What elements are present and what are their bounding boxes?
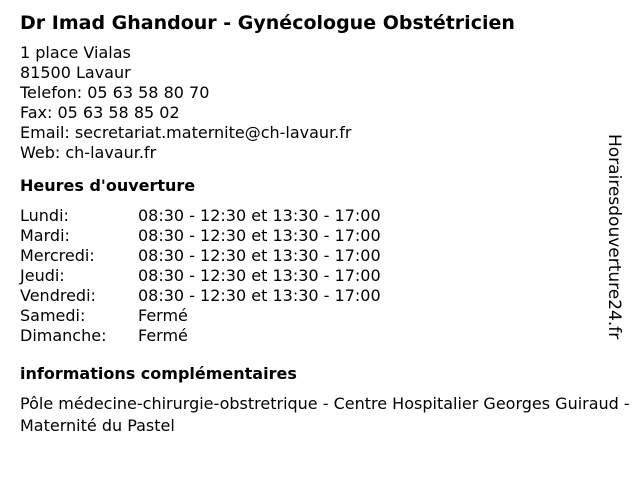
- hours-time-value: 08:30 - 12:30 et 13:30 - 17:00: [138, 286, 381, 305]
- hours-day-label: Mercredi:: [20, 246, 95, 265]
- hours-time-value: Fermé: [138, 306, 188, 325]
- hours-day-label: Mardi:: [20, 226, 70, 245]
- email-line: Email: secretariat.maternite@ch-lavaur.fr: [20, 123, 352, 142]
- hours-time-value: 08:30 - 12:30 et 13:30 - 17:00: [138, 226, 381, 245]
- opening-hours-list: [20, 206, 632, 346]
- hours-time-value: Fermé: [138, 326, 188, 345]
- hours-day-label: Dimanche:: [20, 326, 107, 345]
- hours-day-label: Samedi:: [20, 306, 86, 325]
- hours-row-thursday: [20, 266, 632, 286]
- phone-line: Telefon: 05 63 58 80 70: [20, 83, 210, 102]
- hours-day-label: Vendredi:: [20, 286, 96, 305]
- site-watermark: Horairesdouverture24.fr: [604, 134, 624, 340]
- opening-hours-heading: Heures d'ouverture: [20, 176, 196, 195]
- hours-row-friday: [20, 286, 632, 306]
- web-line: Web: ch-lavaur.fr: [20, 143, 157, 162]
- page-title: Dr Imad Ghandour - Gynécologue Obstétricien: [20, 12, 515, 34]
- hours-day-label: Lundi:: [20, 206, 69, 225]
- hours-time-value: 08:30 - 12:30 et 13:30 - 17:00: [138, 246, 381, 265]
- hours-row-monday: [20, 206, 632, 226]
- listing-card: [20, 11, 632, 437]
- address-city: 81500 Lavaur: [20, 63, 131, 82]
- fax-line: Fax: 05 63 58 85 02: [20, 103, 180, 122]
- hours-time-value: 08:30 - 12:30 et 13:30 - 17:00: [138, 266, 381, 285]
- hours-row-wednesday: [20, 246, 632, 266]
- hours-row-sunday: [20, 326, 632, 346]
- additional-info-text: Pôle médecine-chirurgie-obstretrique - Centre Hospitalier Georges Guiraud - Maternité du Pastel: [20, 394, 630, 435]
- additional-info-heading: informations complémentaires: [20, 364, 297, 383]
- hours-row-saturday: [20, 306, 632, 326]
- address-street: 1 place Vialas: [20, 43, 131, 62]
- hours-day-label: Jeudi:: [20, 266, 65, 285]
- hours-time-value: 08:30 - 12:30 et 13:30 - 17:00: [138, 206, 381, 225]
- hours-row-tuesday: [20, 226, 632, 246]
- contact-block: [20, 43, 632, 163]
